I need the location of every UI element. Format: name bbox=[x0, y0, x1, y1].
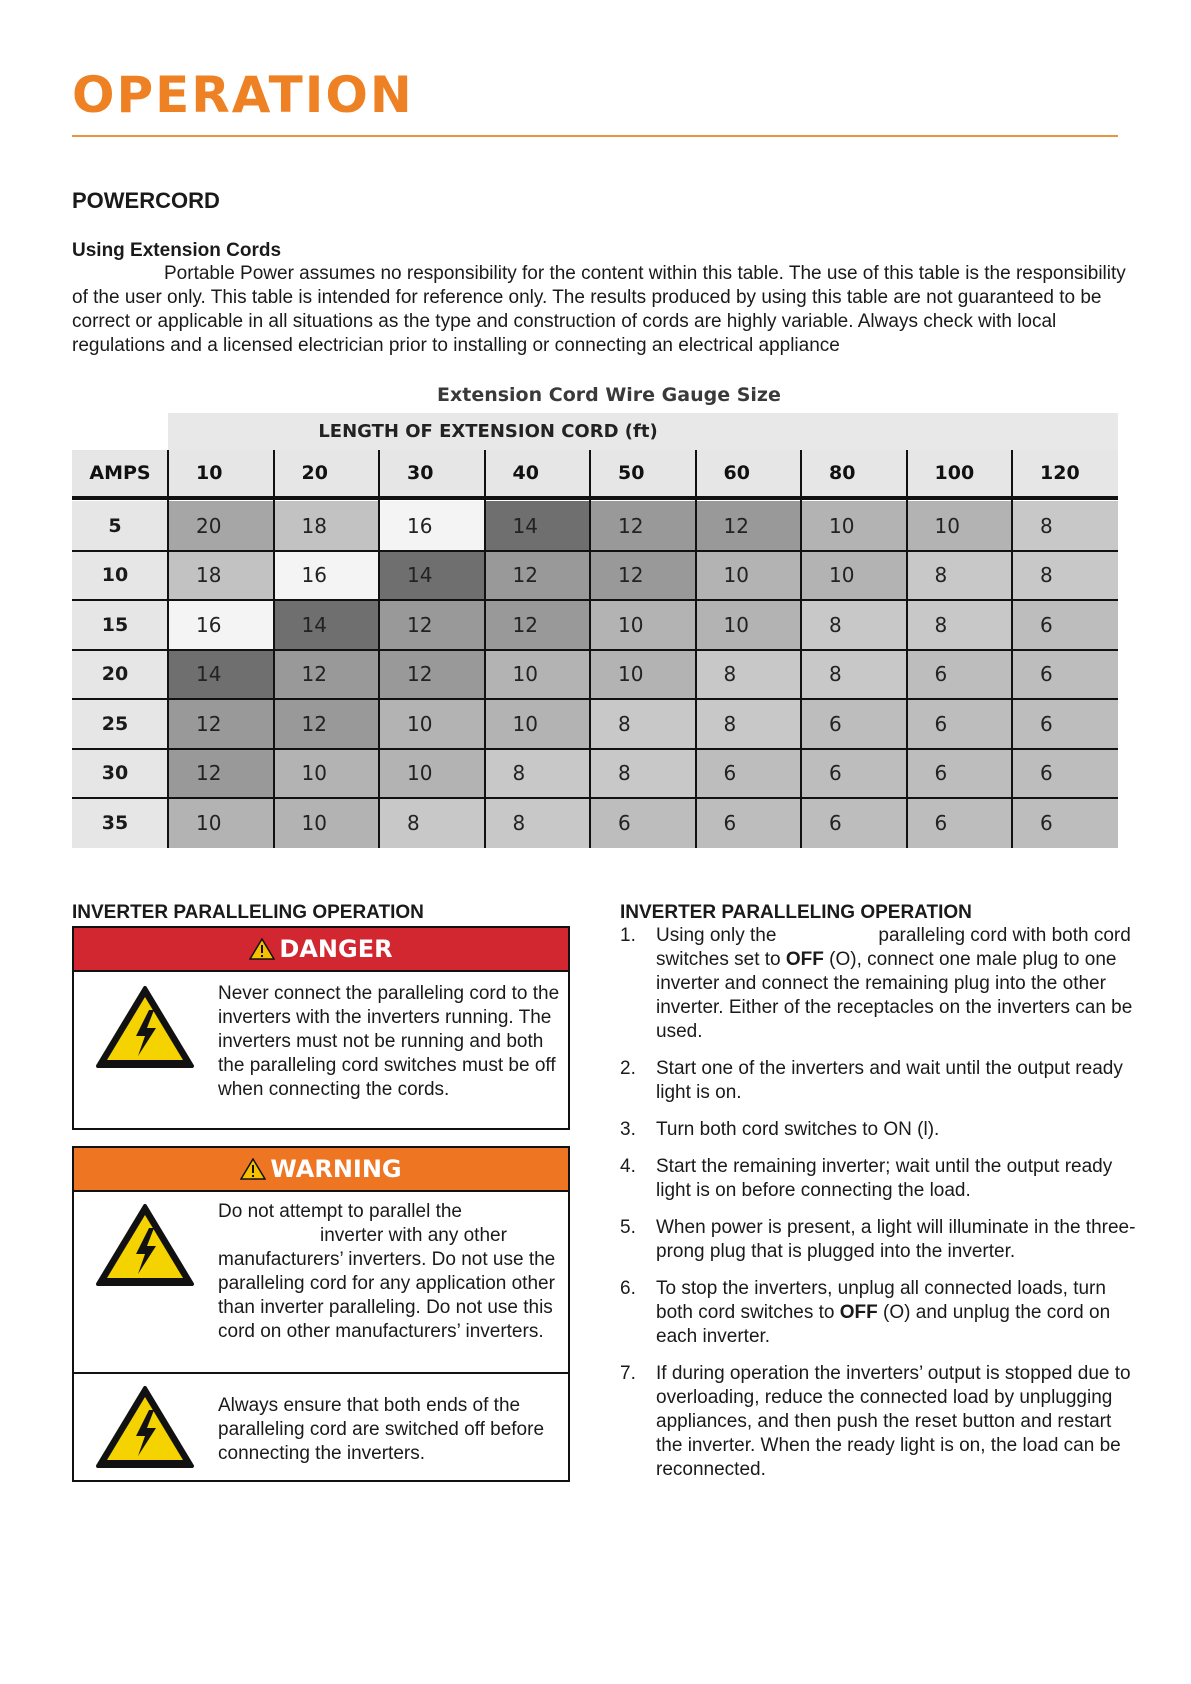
column-divider bbox=[906, 450, 908, 848]
warning-label: WARNING bbox=[270, 1155, 402, 1183]
high-voltage-icon bbox=[94, 1384, 196, 1470]
subheading: Using Extension Cords bbox=[72, 240, 282, 261]
row-divider bbox=[72, 698, 1118, 700]
list-item: 2. Start one of the inverters and wait until the output ready light is on. bbox=[620, 1058, 1123, 1103]
length-header: 60 bbox=[723, 462, 750, 484]
gauge-cell: 12 bbox=[696, 501, 802, 551]
gauge-cell: 10 bbox=[379, 749, 485, 799]
section-heading: POWERCORD bbox=[72, 188, 220, 213]
length-header: 40 bbox=[512, 462, 539, 484]
gauge-cell: 6 bbox=[801, 798, 907, 848]
gauge-cell: 16 bbox=[379, 501, 485, 551]
gauge-cell: 8 bbox=[907, 551, 1013, 601]
length-header: 30 bbox=[407, 462, 434, 484]
gauge-cell: 6 bbox=[907, 650, 1013, 700]
gauge-cell: 10 bbox=[379, 699, 485, 749]
column-divider bbox=[1011, 450, 1013, 848]
wire-gauge-table bbox=[72, 413, 1118, 849]
gauge-cell: 10 bbox=[801, 501, 907, 551]
list-item: 4. Start the remaining inverter; wait until the output ready light is on before connecting the load. bbox=[620, 1156, 1113, 1201]
gauge-cell: 8 bbox=[1012, 551, 1118, 601]
intro-paragraph: Portable Power assumes no responsibility for the content within this table. The use of this table is the responsibility of the user only. This table is intended for reference only. The results produced by using this table are not guaranteed to be correct or applicable in all situations as the type and construction of cords are highly variable. Always check with local regulations and a licensed electrician prior to installing or connecting an electrical appliance bbox=[72, 263, 1126, 356]
amps-cell: 20 bbox=[72, 650, 168, 700]
warning-text-1 bbox=[218, 1192, 562, 1344]
amps-cell: 25 bbox=[72, 699, 168, 749]
alert-triangle-icon bbox=[240, 1158, 266, 1180]
length-header: 100 bbox=[934, 462, 975, 484]
row-divider bbox=[72, 649, 1118, 651]
header-rule bbox=[72, 496, 1118, 500]
gauge-cell: 10 bbox=[696, 600, 802, 650]
column-divider bbox=[273, 450, 275, 848]
gauge-cell: 12 bbox=[590, 501, 696, 551]
high-voltage-icon bbox=[94, 984, 196, 1070]
gauge-cell: 6 bbox=[907, 699, 1013, 749]
length-label: LENGTH OF EXTENSION CORD (ft) bbox=[318, 421, 658, 442]
gauge-cell: 8 bbox=[1012, 501, 1118, 551]
length-header: 50 bbox=[618, 462, 645, 484]
list-item: 3. Turn both cord switches to ON (l). bbox=[620, 1119, 940, 1140]
gauge-cell: 6 bbox=[801, 749, 907, 799]
warning-row-1 bbox=[74, 1192, 568, 1372]
gauge-cell: 6 bbox=[907, 798, 1013, 848]
gauge-cell: 16 bbox=[168, 600, 274, 650]
danger-label: DANGER bbox=[279, 935, 393, 963]
amps-cell: 15 bbox=[72, 600, 168, 650]
gauge-cell: 6 bbox=[590, 798, 696, 848]
list-item: 5. When power is present, a light will illuminate in the three-prong plug that is plugged into the inverter. bbox=[620, 1217, 1136, 1262]
gauge-cell: 6 bbox=[1012, 650, 1118, 700]
warning-header bbox=[74, 1148, 568, 1192]
gauge-cell: 8 bbox=[801, 600, 907, 650]
alert-triangle-icon bbox=[249, 938, 275, 960]
warning-row-2 bbox=[74, 1372, 568, 1480]
gauge-cell: 12 bbox=[590, 551, 696, 601]
column-divider bbox=[378, 450, 380, 848]
gauge-cell: 20 bbox=[168, 501, 274, 551]
row-divider bbox=[72, 599, 1118, 601]
gauge-cell: 14 bbox=[274, 600, 380, 650]
gauge-cell: 8 bbox=[379, 798, 485, 848]
amps-cell: 5 bbox=[72, 501, 168, 551]
column-divider bbox=[589, 450, 591, 848]
gauge-cell: 12 bbox=[485, 551, 591, 601]
list-item: 1. Using only the paralleling cord with both cord switches set to OFF (O), connect one male plug to one inverter and connect the remaining plug into the other inverter. Either of the receptacles on the inverters can be used. bbox=[620, 925, 1133, 1042]
gauge-cell: 8 bbox=[485, 749, 591, 799]
gauge-cell: 14 bbox=[168, 650, 274, 700]
gauge-cell: 12 bbox=[379, 650, 485, 700]
gauge-cell: 14 bbox=[485, 501, 591, 551]
gauge-cell: 8 bbox=[696, 699, 802, 749]
gauge-cell: 10 bbox=[801, 551, 907, 601]
gauge-cell: 14 bbox=[379, 551, 485, 601]
row-divider bbox=[72, 550, 1118, 552]
column-divider bbox=[167, 450, 169, 848]
gauge-cell: 10 bbox=[485, 650, 591, 700]
column-divider bbox=[484, 450, 486, 848]
list-item: 7. If during operation the inverters’ output is stopped due to overloading, reduce the connected load by unplugging appliances, and then push the reset button and restart the inverter. When the ready light is on, the load can be reconnected. bbox=[620, 1363, 1131, 1480]
length-header: 80 bbox=[829, 462, 856, 484]
gauge-cell: 8 bbox=[801, 650, 907, 700]
gauge-cell: 8 bbox=[590, 699, 696, 749]
warning-text-2: Always ensure that both ends of the paralleling cord are switched off before connecting the inverters. bbox=[218, 1395, 545, 1464]
danger-box bbox=[72, 926, 570, 1130]
gauge-cell: 8 bbox=[696, 650, 802, 700]
gauge-cell: 6 bbox=[801, 699, 907, 749]
steps-list bbox=[620, 924, 1140, 1495]
gauge-cell: 6 bbox=[1012, 600, 1118, 650]
gauge-cell: 18 bbox=[274, 501, 380, 551]
gauge-cell: 16 bbox=[274, 551, 380, 601]
amps-header: AMPS bbox=[89, 462, 151, 484]
warning-text-1a: Do not attempt to parallel the bbox=[218, 1201, 462, 1222]
danger-row bbox=[74, 972, 568, 1128]
column-divider bbox=[800, 450, 802, 848]
gauge-cell: 10 bbox=[590, 600, 696, 650]
gauge-cell: 12 bbox=[274, 650, 380, 700]
gauge-cell: 18 bbox=[168, 551, 274, 601]
column-divider bbox=[695, 450, 697, 848]
gauge-cell: 6 bbox=[1012, 798, 1118, 848]
high-voltage-icon bbox=[94, 1202, 196, 1288]
gauge-cell: 10 bbox=[274, 798, 380, 848]
warning-box bbox=[72, 1146, 570, 1482]
danger-header bbox=[74, 928, 568, 972]
row-divider bbox=[72, 748, 1118, 750]
gauge-cell: 12 bbox=[485, 600, 591, 650]
gauge-cell: 8 bbox=[907, 600, 1013, 650]
gauge-cell: 10 bbox=[696, 551, 802, 601]
gauge-cell: 6 bbox=[696, 798, 802, 848]
page-title: OPERATION bbox=[72, 66, 414, 124]
gauge-cell: 8 bbox=[485, 798, 591, 848]
left-section-heading: INVERTER PARALLELING OPERATION bbox=[72, 902, 424, 923]
gauge-cell: 12 bbox=[274, 699, 380, 749]
warning-text-1b: inverter with any other manufacturers’ inverters. Do not use the paralleling cord for any application other than inverter paralleling. Do not use this cord on other manufacturers’ inverters. bbox=[218, 1225, 556, 1342]
gauge-cell: 10 bbox=[485, 699, 591, 749]
gauge-cell: 8 bbox=[590, 749, 696, 799]
gauge-cell: 12 bbox=[168, 699, 274, 749]
gauge-cell: 6 bbox=[1012, 699, 1118, 749]
amps-cell: 10 bbox=[72, 551, 168, 601]
amps-cell: 35 bbox=[72, 798, 168, 848]
gauge-cell: 6 bbox=[907, 749, 1013, 799]
title-rule bbox=[72, 135, 1118, 137]
gauge-cell: 12 bbox=[168, 749, 274, 799]
table-title: Extension Cord Wire Gauge Size bbox=[437, 384, 781, 406]
gauge-cell: 10 bbox=[590, 650, 696, 700]
gauge-cell: 12 bbox=[379, 600, 485, 650]
gauge-cell: 10 bbox=[168, 798, 274, 848]
list-item: 6. To stop the inverters, unplug all connected loads, turn both cord switches to OFF (O) and unplug the cord on each inverter. bbox=[620, 1278, 1111, 1347]
danger-text: Never connect the paralleling cord to the inverters with the inverters running. The inverters must not be running and both the paralleling cord switches must be off when connecting the cords. bbox=[218, 983, 560, 1100]
gauge-cell: 10 bbox=[274, 749, 380, 799]
row-divider bbox=[72, 797, 1118, 799]
right-section-heading: INVERTER PARALLELING OPERATION bbox=[620, 902, 972, 923]
gauge-cell: 6 bbox=[696, 749, 802, 799]
gauge-cell: 6 bbox=[1012, 749, 1118, 799]
length-header: 20 bbox=[301, 462, 328, 484]
length-header: 120 bbox=[1040, 462, 1080, 484]
length-header: 10 bbox=[196, 462, 223, 484]
amps-cell: 30 bbox=[72, 749, 168, 799]
gauge-cell: 10 bbox=[907, 501, 1013, 551]
